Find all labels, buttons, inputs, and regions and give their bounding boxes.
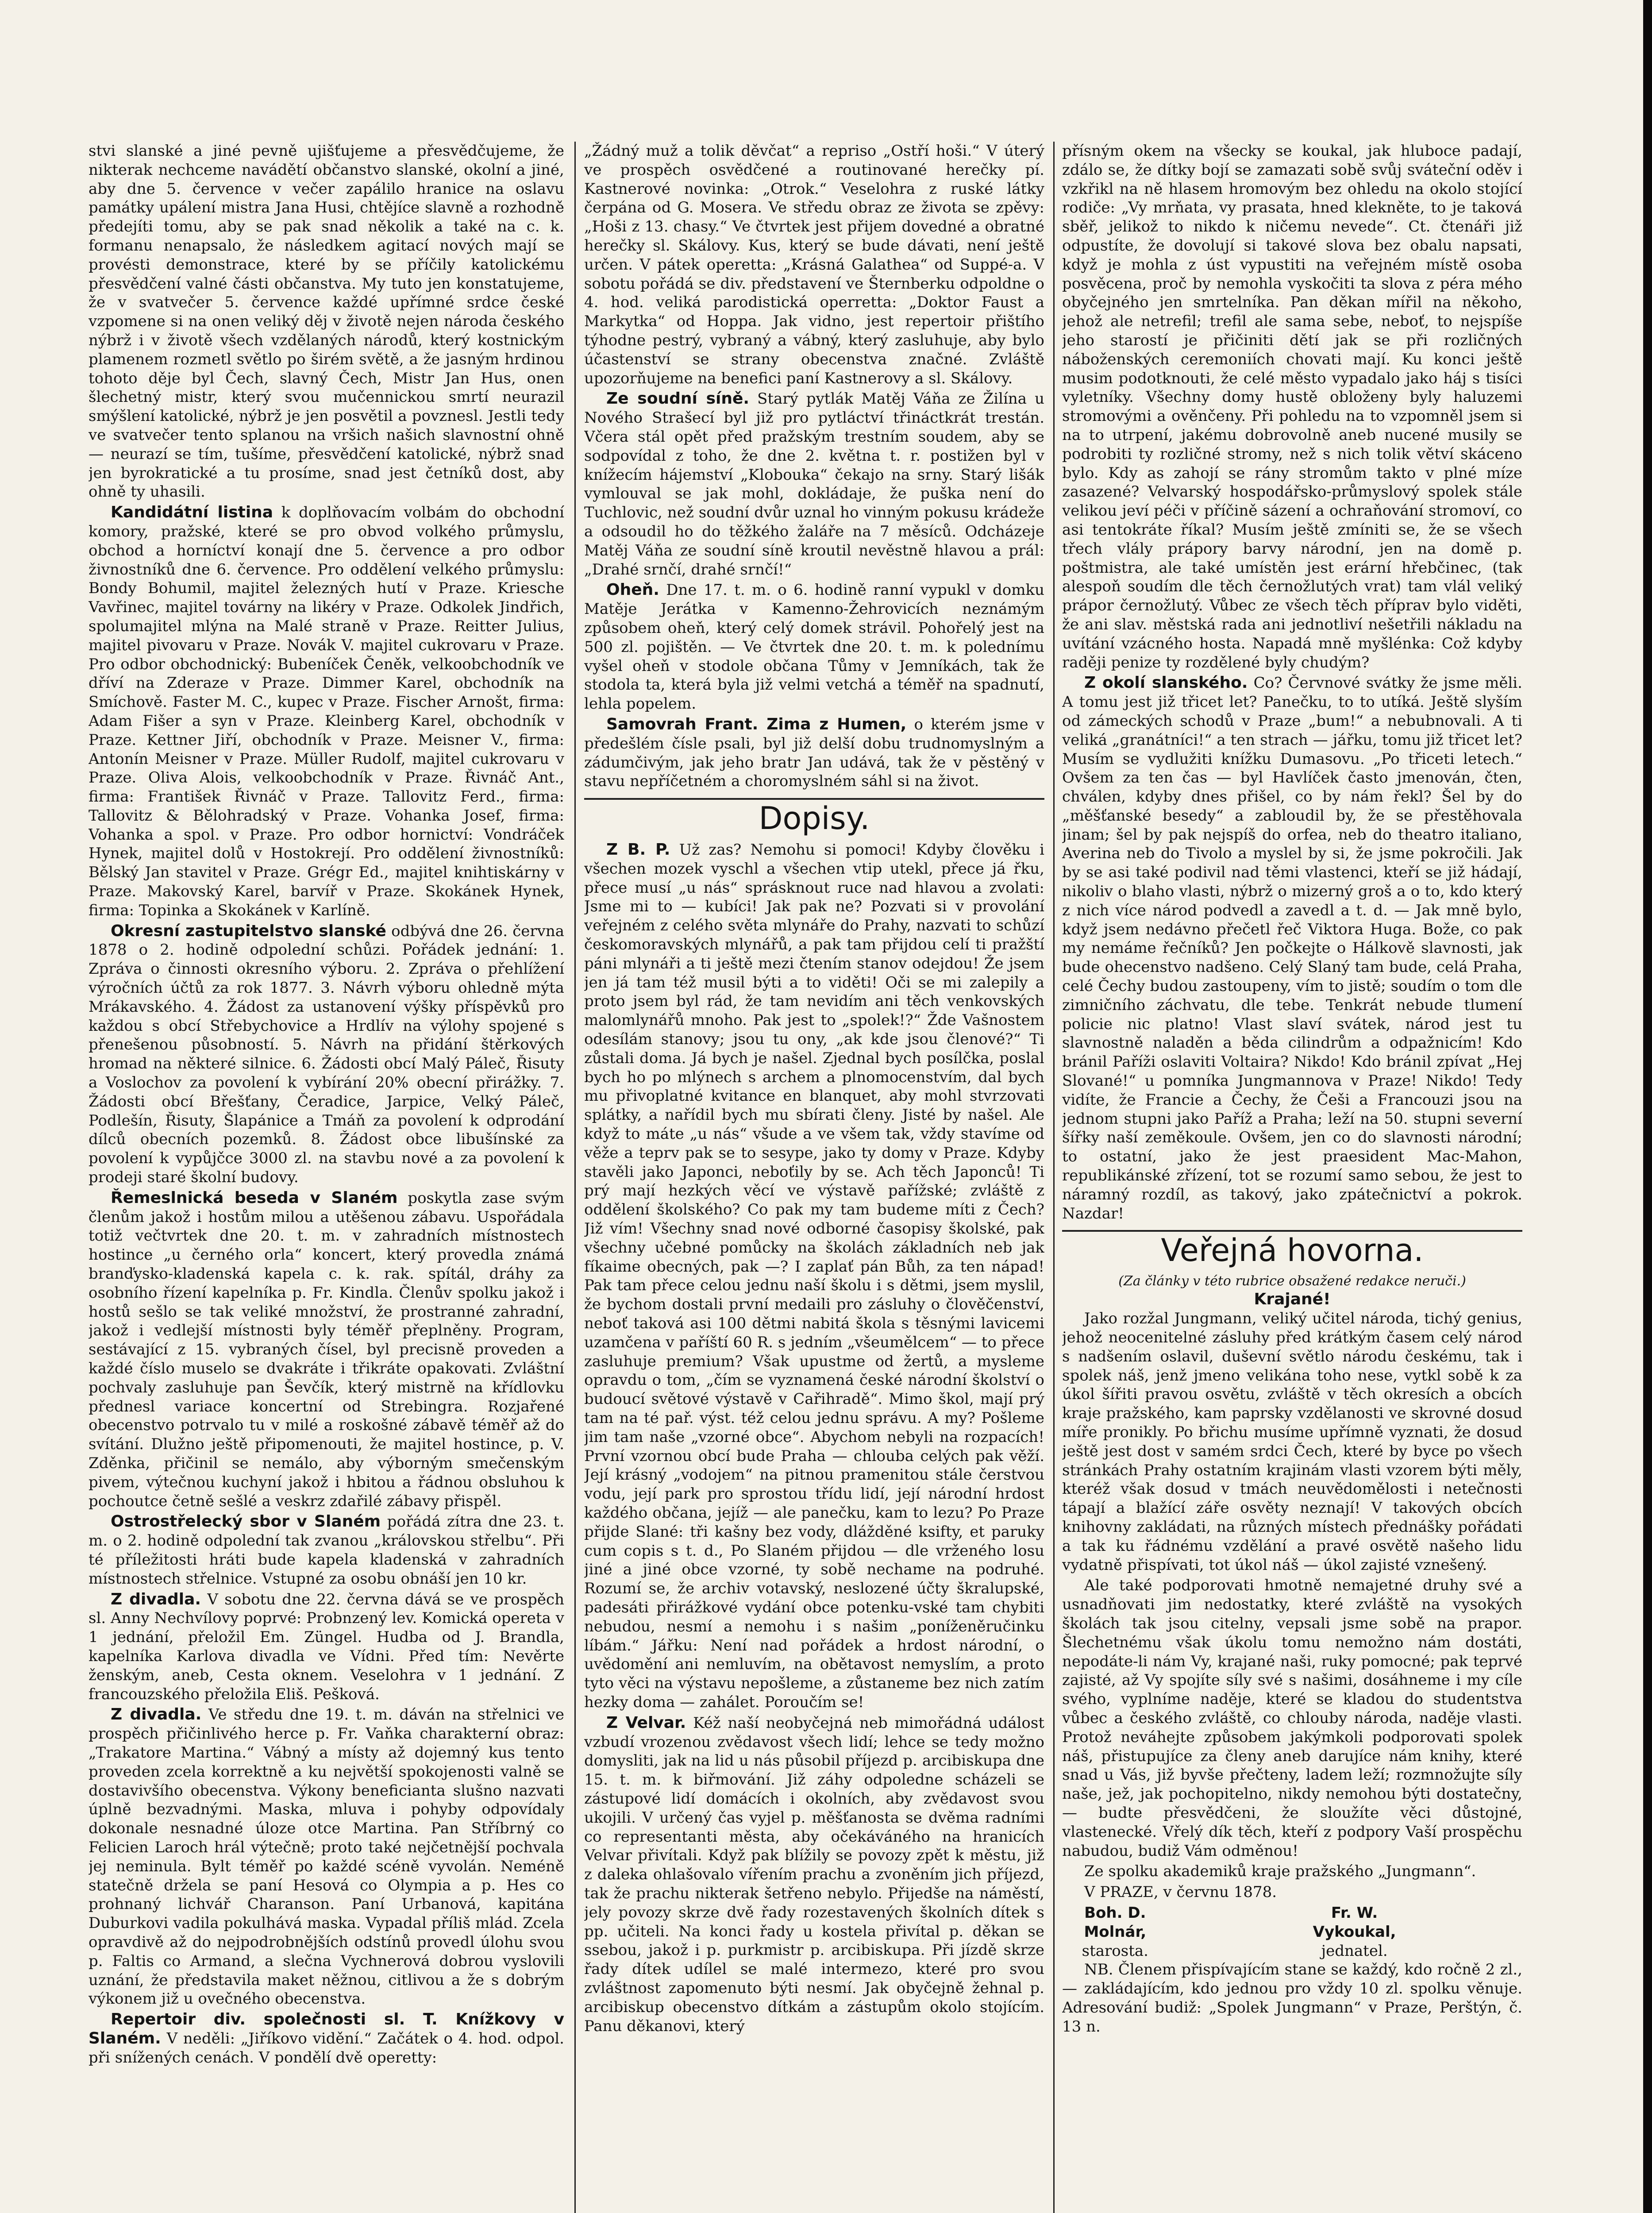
- column-1: [89, 142, 564, 2213]
- dateline: V PRAZE, v červnu 1878.: [1084, 1883, 1277, 1901]
- column-2: [584, 142, 1044, 2213]
- article-headline: Z Velvar.: [606, 1713, 686, 1732]
- section-disclaimer: (Za články v této rubrice obsažené redakce neruči.): [1118, 1273, 1466, 1289]
- article-body: Dne 17. t. m. o 6. hodině ranní vypukl v domku Matěje Jerátka v Kamenno-Žehrovicích neznámým způsobem oheň, který celý domek strávil. Pohořelý jest na 500 zl. pojištěn. — Ve čtvrtek dne 20. t. m. k polednímu vyšel oheň v stodole občana Tůmy v Jemníkách, tak že stodola ta, která byla již velmi vetchá a téměř na spadnutí, lehla popelem.: [584, 581, 1044, 713]
- signature-block: [1062, 1904, 1283, 1960]
- article-headline: Ostrostřelecký sbor v Slaném: [111, 1512, 381, 1531]
- article-paragraph: „Žádný muž a tolik děvčat“ a repriso „Ostří hoši.“ V úterý ve prospěch osvědčené a routinované herečky pí. Kastnerové novinka: „Otrok.“ Veselohra z ruské látky čerpána od G. Mosera. Ve středu obraz ze života se zpěvy: „Hoši z 13. chasy.“ Ve čtvrtek jest přijem dovedné a obratné herečky sl. Skálovy. Kus, který se bude dávati, není ještě určen. V pátek operetta: „Krásná Galathea“ od Suppé-a. V sobotu pořádá se div. představení ve Šternberku odpoldne o 4. hod. veliká parodistická operretta: „Doktor Faust a Markytka“ od Hoppa. Jak vidno, jest repertoir přištího týhodne pestrý, vybraný a vábný, který zasluhuje, aby bylo účastenství se strany obecenstva značné. Zvláště upozorňujeme na benefici paní Kastnerovy a sl. Skálovy.: [584, 142, 1044, 387]
- article-headline: Oheň.: [606, 581, 659, 599]
- section-heading: Dopisy.: [584, 798, 1044, 837]
- article-paragraph: Ale také podporovati hmotně nemajetné druhy své a usnadňovati jim nedostatky, které zvláště na vysokých školách tak jsou citelny, vepsali jsme sobě na prapor. Šlechetnému však úkolu tomu nemožno nám dostáti, nepodáte-li nám Vy, krajané naši, ruky pomocné; pak teprvé zajisté, až Vy spojíte síly své s našimi, dosáhneme i my cíle svého, vyplníme naděje, které se kladou do studentstva vůbec a českého zvláště, co chlouby národa, naděje vlasti. Protož neváhejte způsobem jakýmkoli podporovati spolek náš, přistupujíce za členy aneb darujíce nám knihy, které snad u Vás, již byvše přečteny, ladem leží; rozmnožujte síly naše, jež, jak pochopitelno, nikdy nemohou býti dostatečny, — budte přesvědčeni, že sloužíte věci důstojné, vlastenecké. Vřelý dík těch, kteří z podpory Vaší prospěchu nabudou, budiž Vám odměnou!: [1062, 1577, 1522, 1860]
- article-paragraph: Jako rozžal Jungmann, veliký učitel národa, tichý genius, jehož neocenitelné zásluhy před krátkým časem celý národ s nadšením oslavil, duševní světlo národu českému, tak i spolek náš, jenž jmeno velikána toho nese, vytkl sobě k za úkol šířiti pravou osvětu, zvláště v těch okresích a obcích kraje pražského, kam paprsky vzdělanosti ve skrovné dosud míře pronikly. Po břichu musíme upřímně vyznati, že dosud ještě jest dost v samém srdci Čech, které by byce po všech stránkách Prahy ostatním krajinám vlasti vzorem býti měly, kteréž však dosud v tmách neuvědomělosti i netečnosti tápají a blažící záře osvěty neznají! V takových obcích knihovny zakládati, na různých místech přednášky pořádati a tak ku řádnému vzdělání a pravé osvětě našeho lidu vydatně přispívati, tot úkol náš — úkol zajisté vznešený.: [1062, 1310, 1522, 1574]
- article-body: Starý pytlák Matěj Váňa ze Žilína u Nového Strašecí byl již pro pytláctví třináctkrát trestán. Včera stál opět před pražským trestním soudem, aby se sodpovídal z toho, že dne 2. května t. r. postižen byl v knížecím hájemství „Klobouka“ čekajo na srny. Starý lišák vymlouval se jak mohl, dokládaje, že puška není do Tuchlovic, než soudní dvůr uznal ho vinným pokusu krádeže a odsoudil ho do těžkého žaláře na 7 měsíců. Odcházeje Matěj Váňa ze soudní síně kroutil nevěstně hlavou a prál: „Drahé srnčí, drahé srnčí!“: [584, 390, 1044, 578]
- article-headline: Ze soudní síně.: [606, 389, 750, 408]
- article-headline: Z divadla.: [111, 1590, 201, 1608]
- article-body: poskytla zase svým členům jakož i hostům milou a utěšenou zábavu. Uspořádala totiž večtvrtek dne 20. t. m. v zahradních místnostech hostince „u černého orla“ koncert, který provedla známá branďysko-kladenská kapela c. k. rak. spítál, dráhy za osobního řízení kapelníka p. Fr. Kindla. Členův spolku jakož i hostů sešlo se tak veliké množství, že prostranné zahradní, jakož i vedlejší místnosti byly téměř přeplněny. Program, sestávající z 15. vybraných čísel, byl precisně proveden a každé číslo muselo se dvakráte i třikráte opakovati. Zvláštní pochvaly zasluhuje pan Ševčík, který mistrně na křídlovku přednesl variace koncertní od Strebingra. Rozjařené obecenstvo potrvalo tu v milé a roskošné zábavě téměř až do svítání. Dlužno ještě připomenouti, že majitel hostince, p. V. Zděnka, přičinil se nemálo, aby výborným smečenským pivem, výtečnou kuchyní jakož i hbitou a řádnou obsluhou k pochoutce četně sešlé a veskrz zdařilé zábavy přispěl.: [89, 1189, 564, 1510]
- article-headline: Z B. P.: [606, 840, 670, 859]
- article-headline: Repertoir div. společnosti sl. T. Knížkovy v Slaném.: [89, 2010, 564, 2047]
- article-body: Co? Červnové svátky že jsme měli. A tomu jest již třicet let? Panečku, to to utíká. Ještě slyším od zámeckých schodů v Praze „bum!“ a nebubnovali. A ti veliká „granátníci!“ a ten strach — jářku, tomu již třicet let? Musím se vydlužiti knížku Dumasovu. „Po třiceti letech.“ Ovšem za ten čas — byl Havlíček často jmenován, čten, chválen, kdyby dnes přišel, co by nám řekl? Šel by do „měšťanské besedy“ a zabloudil by, že se přestěhovala jinam; šel by pak nejspíš do orfea, neb do theatro italiano, Averina neb do Tivolo a myslel by si, že jsme pokročili. Jak by se asi také podivil nad těmi vlastenci, kteří se již hádají, nikoliv o blaho vlasti, nýbrž o mizerný groš a o to, kdo který z nich více národ podvedl a zavedl a t. d. — Jak mně bylo, když jsem nedávno přečetl řeč Viktora Huga. Bože, co pak my nemáme řečníků? Jen počkejte o Hálkově slavnosti, jak bude ohecenstvo nadšeno. Celý Slaný tam bude, celá Praha, celé Čechy budou zastoupeny, vím to jistě; soudím o tom dle zimničního záchvatu, dle tebe. Tenkrát nebude tlumení policie nic platno! Vlast slaví svátek, národ jest tu slavnostně naladěn a běda cilindrům a odpažnicím! Kdo bránil Paříži oslaviti Voltaira? Nikdo! Kdo bránil zpívat „Hej Slované!“ u pomníka Jungmannova v Praze! Nikdo! Tedy vidíte, že Francie a Čechy, že Češi a Francouzi jsou na jednom stupni jako Paříž a Praha; leží na 50. stupni severní šířky naší zeměkoule. Ovšem, jen co do slavnosti národní; to ostatní, jako že jest praesident Mac-Mahon, republikánské zřízení, tot se rozumí samo sebou, že jest to náramný rozdíl, as takový, jako zpátečnictví a pokrok. Nazdar!: [1062, 674, 1522, 1222]
- article-headline: Řemeslnická beseda v Slaném: [111, 1188, 398, 1207]
- signatures: [1062, 1904, 1522, 1960]
- article-body: V neděli: „Jiříkovo vidění.“ Začátek o 4. hod. odpol. při snížených cenách. V pondělí dvě operetty:: [89, 2029, 564, 2066]
- article-headline: Samovrah Frant. Zima z Humen,: [606, 715, 907, 733]
- column-rule: [574, 142, 576, 2213]
- signatory-name: Boh. D. Molnár,: [1084, 1904, 1147, 1941]
- signatory-role: jednatel.: [1321, 1942, 1388, 1960]
- article-headline: Krajané!: [1254, 1290, 1331, 1309]
- article-headline: Kandidátní listina: [111, 503, 273, 522]
- article-body: Kéž naší neobyčejná neb mimořádná událost vzbudí vrozenou zvědavost všech lidí; lehce se tedy možno domysliti, jak na lid u nás působil příjezd p. arcibiskupa dne 15. t. m. k biřmování. Již záhy odpoledne scházeli se zástupové lidí domácích i okolních, aby zvědavost svou ukojili. V určený čas vyjel p. měšťanosta se dvěma radními co representanti města, aby očekáváného na hranicích Velvar přivítali. Když pak blížily se povozy zpět k městu, již z daleka ohlašovalo vířením prachu a zvoněním jich příjezd, tak že prachu nikterak šetřeno nebylo. Přijedše na náměstí, jely povozy skrze dvě řady rozestavených školních dítek s pp. učiteli. Na konci řady u kostela přivítal p. děkan se ssebou, jakož i p. purkmistr p. arcibiskupa. Při jízdě skrze řady dítek udílel se malé intermezo, které pro svou zvláštnost zapomenuto býti nesmí. Jak obyčejně žehnal p. arcibiskup obecenstvo dítkám a zástupům okolo stojícím. Panu děkanovi, který: [584, 1714, 1044, 2035]
- signature-block: [1302, 1904, 1522, 1960]
- article-body: pořádá zítra dne 23. t. m. o 2. hodině odpolední tak zvanou „královskou střelbu“. Při té příležitosti hráti bude kapela kladenská v zahradních místnostech střelnice. Vstupné za osobu obnáší jen 10 kr.: [89, 1513, 564, 1588]
- article-headline: Z divadla.: [111, 1705, 202, 1724]
- article-paragraph: stvi slanské a jiné pevně ujišťujeme a přesvědčujeme, že nikterak nechceme navádětí občanstvo slanské, okolní a jiné, aby dne 5. července v večer zapálilo hranice na oslavu památky upálení mistra Jana Husi, chtějíce slavně a rozhodně předejíti tomu, aby se pak snad několik a také na c. k. formanu nenapsalo, že následkem agitací nových mají se provésti demonstrace, které by se příčily katolickému přesvědčení valné části občanstva. My tuto jen konstatujeme, že v svatvečer 5. července každé upřímné srdce české vzpomene si na onen veliký děj v životě nejen národa českého nýbrž i v životě všech vzdělaných národů, který kostnickým plamenem rozmetl světlo po širém světě, a že jasným hrdinou tohoto děje byl Čech, slavný Čech, Mistr Jan Hus, onen šlechetný mistr, který svou mučennickou smrtí neurazil smýšlení katolické, nýbrž je jen posvětil a povznesl. Jestli tedy ve svatvečer tento splanou na vršich našich slavnostní ohně — neurazí se tím, tušíme, přesvědčení katolické, nýbrž snad jen byrokratické a tu prosíme, snad jest četníků dost, aby ohně ty uhasili.: [89, 142, 564, 501]
- article-body: Ve středu dne 19. t. m. dáván na střelnici ve prospěch přičinlivého herce p. Fr. Vaňka charakterní obraz: „Trakatore Martina.“ Vábný a místy až dojemný kus tento proveden zcela korrektně a ku největší spokojenosti valně se dostavivšího obecenstva. Výkony beneficianta slušno nazvati úplně bezvadnými. Maska, mluva i pohyby odpovídaly dokonale nesnadné úloze otce Martina. Pan Stříbrný co Felicien Laroch hrál výtečně; proto také nejčetnější pochvala jej neminula. Bylt téměř po každé scéně vyvolán. Neméně statečně držela se paní Hesová co Olympia a p. Hes co prohnaný lichvář Charanson. Paní Urbanová, kapitána Duburkovi vadila pokulhává maska. Vypadal příliš mlád. Zcela opravdivě až do nejpodrobnějších odstínů provedl úlohu svou p. Faltis co Armand, a slečna Vychnerová dobrou vyslovili uznání, že představila maket něžnou, citlivou a že s dobrým výkonem již u ovečného obecenstva.: [89, 1706, 564, 2008]
- article-body: V sobotu dne 22. června dává se ve prospěch sl. Anny Nechvílovy poprvé: Probnzený lev. Komická opereta v 1 jednání, přeložil Em. Züngel. Hudba od J. Brandla, kapelníka Karlova divadla ve Vídni. Před tím: Nevěrte ženským, aneb, Cesta oknem. Veselohra v 1 jednání. Z francouzského přeložila Eliš. Pešková.: [89, 1590, 564, 1703]
- article-body: Už zas? Nemohu si pomoci! Kdyby člověku i všechen mozek vyschl a všechen vtip utekl, přece já řku, přece musí „u nás“ sprásknout ruce nad hlavou a zvolati: Jsme mi to — kubíci! Jak pak ne? Pozvati si v provolání veřejném z celého světa mlynáře do Prahy, nazvati to schůzí českomoravských mlynářů, a pak tam přijdou celí ti pražští páni mlynáři a ti ještě mezi čtením stanov odejdou! Že jsem jen já tam též musil býti a to viděti! Oči se mi zalepily a proto jsem byl rád, že tam nevidím ani těch venkovských malomlynářů mnoho. Pak jest to „spolek!?“ Žde Vašnostem odesílám stanovy; jsou tu ony, „ak kde jsou členové?“ Ti zůstali doma. Já bych je našel. Zjednal bych posílčka, poslal bych ho po mlýnech s archem a plnomocenstvím, dal bych mu přivoplatné kvitance en blanquet, aby mohl stvrzovati splátky, a nařídil bych mu sbírati členy. Jisté by našel. Ale když to máte „u nás“ všude a ve všem tak, vždy stavíme od věže a teprv pak se to sesypе, jako ty domy v Praze. Kdyby stavěli jako Japonci, neboťily by se. Ach těch Japonců! Ti prý mají hezkých věcí ve výstavě pařížské; zvláště z oddělení školského? Co pak my tam budeme míti z Čech? Již vím! Všechny snad nové odborné časopisy školské, pak všechny učebné pomůcky na školách základních neb jak fíkaime obecných, pak —? I zaplať pán Bůh, za ten nápad! Pak tam přece celou jednu naší školu i s dětmi, jsem myslil, že bychom dostali první medaili pro zásluhy o člověčenství, neboť taková asi 100 dětmi nabitá škola s těsnými lavicemi uzamčena v paříští 60 R. s jedním „všeumělcem“ — to přece zasluhuje premium? Však upustme od žertů, a mysleme opravdu o tom, „čím se vyznamená české národní školství o budoucí světové výstavě v Cařihradě“. Mimo škol, mají prý tam na té pař. výst. též celou jednu správu. A my? Pošleme jim tam naše „vzorné obce“. Abychom nebyli na rozpacích! První vzornou obcí bude Praha — chlouba celých pak věží. Její krásný „vodojem“ na pitnou pramenitou stále čerstvou vodu, její park pro sprostou třídu lidí, její národní hrdost každého občana, jejíž — ale panečku, kam to lezu? Po Praze přijde Slané: tři kašny bez vody, dlážděné ksifty, et paruky cum copis s t. d., Po Slaném přijdou — dle vrženého losu jiné a jiné obce vzorné, ty sobě nechame na podruhé. Rozumí se, že archiv votavský, neslozené účty škralupské, padesáti přirážkové vydání obce potenku-vské tam chybiti nebudou, nesmí a nemohu i s našim „poníženěručinku líbám.“ Jářku: Není nad pořádek a hrdost národní, o uvědomění ani nemluvím, na obětavost nemyslím, a proto tyto věci na výstavu nepošleme, a zůstaneme bez nich zatím hezky doma — zahálet. Poroučím se!: [584, 841, 1044, 1711]
- article-headline: Okresní zastupitelstvo slanské: [111, 921, 386, 940]
- column-rule: [1053, 142, 1055, 2213]
- article-paragraph: přísným okem na všecky se koukal, jak hluboce padají, zdálo se, že dítky bojí se zamazati sobě svůj sváteční oděv i vzkřikl na ně hlasem hromovým bez ohledu na okolo stojící rodiče: „Vy mrňata, vy prasata, hned klekněte, to je taková sběř, jelikož to nikdo k ničemu nevede“. Ct. čtenáři již odpustíte, že dovolují si takové slova bez obalu napsati, když je mohla z úst vypustiti na veřejném místě osoba posvěcena, proč by nemohla vyskočiti ta slova z péra mého obyčejného jen smrtelníka. Pan děkan mířil na někoho, jehož ale netrefil; trefil ale sama sebe, neboť, to nejspíše jeho starostí je přičiniti dětí jak se při rozličných náboženských ceremoniích chovati mají. Ku konci ještě musim podotknouti, že celé město vypadalo jako háj s tisíci vyletníky. Všechny domy hustě obloženy byly haluzemi stromovými a ověnčeny. Při pohledu na to vzpomněl jsem si na to utrpení, jakému dobrovolně aneb nucené musily se podrobiti ty rozličné stromy, než s nich tolik větví skáceno bylo. Kdy as zahojí se rány stromům takto v plné míze zasazené? Velvarský hospodářsko-průmyslový spolek stále velikou jeví péči v příčině sázení a ochraňování stromoví, co asi tentokráte říkal? Musím ještě zmíniti se, že se všech třech vlály prápory barvy národní, jen na domě p. poštmistra, ale také umístěn jest erární hřebčinec, (tak alespoň soudím dle těch černožlutých vrat) tam vlál veliký prápor černožlutý. Vůbec ze všech těch příprav bylo viděti, že ani slav. městská rada ani jednotliví nešetřili nákladu na uvítání vzácného hosta. Napadá mně myšlénka: Což kdyby raději penize ty rozdělené byly chudým?: [1062, 142, 1522, 671]
- signatory-name: Fr. W. Vykoukal,: [1313, 1904, 1396, 1941]
- article-paragraph: NB. Členem přispívajícím stane se každý, kdo ročně 2 zl., — zakládajícím, kdo jednou pro vždy 10 zl. spolku věnuje. Adresování budiž: „Spolek Jungmann“ v Praze, Perštýn, č. 13 n.: [1062, 1961, 1522, 2036]
- article-headline: Z okolí slanského.: [1084, 674, 1248, 692]
- section-heading: Veřejná hovorna.: [1062, 1230, 1522, 1269]
- article-body: odbývá dne 26. června 1878 o 2. hodině odpolední schůzi. Pořádek jednání: 1. Zpráva o činnosti okresního výboru. 2. Zpráva o přehlížení výročních účtů za rok 1877. 3. Návrh výboru ohledně mýta Mrákavského. 4. Žádost za ustanovení výšky příspěvků pro každou s obcí Střebychovice a Hrdlív na výlohy spojené s přenešenou působností. 5. Návrh na přidání štěrkových hromad na některé silnice. 6. Žádosti obcí Malý Páleč, Řisuty a Voslochov za povolení k vybírání 20% obecní přirážky. 7. Žádosti obcí Břešťany, Čeradice, Jarpice, Velký Páleč, Podlešín, Řisuty, Šlapánice a Tmáň za povolení k odprodání dílců obecních pozemků. 8. Žádost obce libušínské za povolení k vypůjčce 3000 zl. na stavbu nové a za povolení k prodeji staré školní budovy.: [89, 922, 564, 1187]
- signatory-role: starosta.: [1082, 1942, 1148, 1960]
- article-body: o kterém jsme v předešlém čísle psali, byl již delší dobu trudnomyslným a zádumčivým, jak jeho bratr Jan udává, tak že v pěstěný v stavu nepříčetném a choromyslném sáhl si na život.: [584, 715, 1044, 790]
- article-body: k doplňovacím volbám do obchodní komory, pražské, které se pro obvod volkého průmyslu, obchod a horníctví konají dne 5. července a pro odbor živnostníků dne 6. července. Pro oddělení velkého průmyslu: Bondy Bohumil, majitel železných hutí v Praze. Kriesche Vavřinec, majitel továrny na likéry v Praze. Odkolek Jindřich, spolumajitel mlýna na Malé straně v Praze. Reitter Julius, majitel pivovaru v Praze. Novák V. majitel cukrovaru v Praze. Pro odbor obchodnický: Bubeníček Čeněk, velkoobchodník ve dříví na Zderaze v Praze. Dimmer Karel, obchodník na Smíchově. Faster M. C., kupec v Praze. Fischer Arnošt, firma: Adam Fišer a syn v Praze. Kleinberg Karel, obchodník v Praze. Kettner Jiří, obchodník v Praze. Meisner V., firma: Antonín Meisner v Praze. Müller Rudolf, majitel cukrovaru v Praze. Oliva Alois, velkoobchodník v Praze. Řivnáč Ant., firma: František Řivnáč v Praze. Tallovitz Ferd., firma: Tallovitz & Bělohradský v Praze. Vohanka Josef, firma: Vohanka a spol. v Praze. Pro odbor hornictví: Vondráček Hynek, majitel dolů v Hostokrejí. Pro oddělení živnostníků: Bělský Jan stavitel v Praze. Grégr Ed., majitel knihtiskárny v Praze. Makovský Karel, barvíř v Praze. Skokánek Hynek, firma: Topinka a Skokánek v Karlíně.: [89, 504, 564, 919]
- article-paragraph: Ze spolku akademiků kraje pražského „Jungmann“.: [1084, 1862, 1476, 1881]
- column-3: [1062, 142, 1522, 2213]
